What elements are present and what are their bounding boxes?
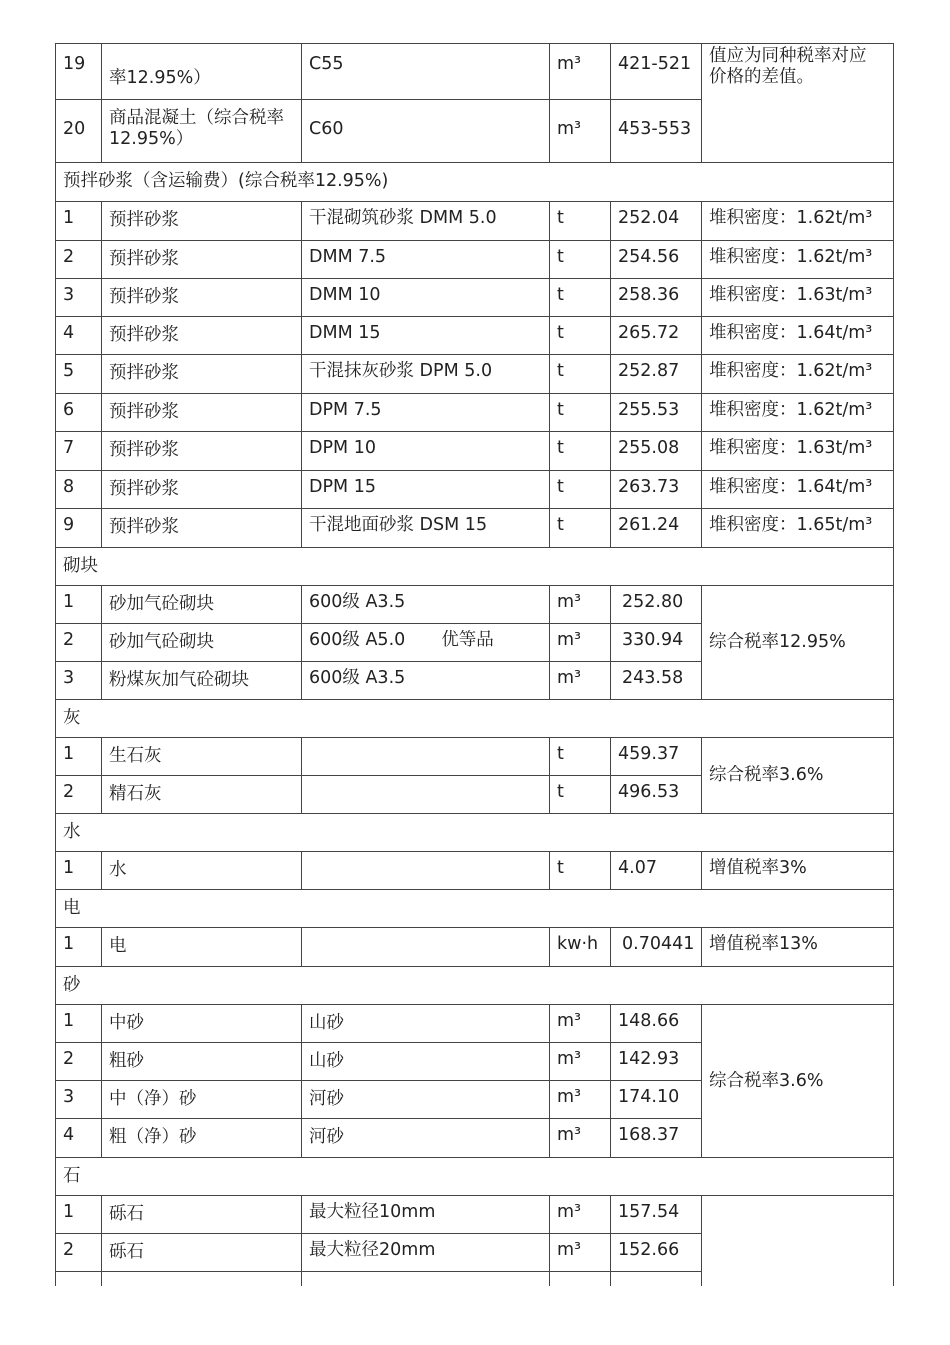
spec-cell: 最大粒径10mm	[302, 1196, 550, 1234]
material-name: 粗（净）砂	[102, 1119, 302, 1158]
section-header-block	[56, 548, 894, 586]
unit-cell: t	[550, 776, 611, 814]
unit-cell: m³	[550, 1081, 611, 1119]
material-name: 砂加气砼砌块	[102, 586, 302, 624]
price-cell: 174.10	[611, 1081, 702, 1119]
note-cell: 堆积密度：1.62t/m³	[702, 355, 894, 394]
unit-cell: t	[550, 509, 611, 548]
unit-cell: t	[550, 355, 611, 394]
note-cell: 综合税率3.6%	[702, 1005, 894, 1158]
note-cell: 增值税率13%	[702, 928, 894, 967]
unit-cell: t	[550, 432, 611, 471]
section-title: 电	[56, 890, 894, 928]
row-number: 9	[56, 509, 102, 548]
price-cell: 255.08	[611, 432, 702, 471]
price-cell: 265.72	[611, 317, 702, 355]
row-number: 3	[56, 662, 102, 700]
material-name: 商品混凝土（综合税率12.95%）	[102, 100, 302, 163]
table-row	[56, 44, 894, 100]
row-number: 1	[56, 1196, 102, 1234]
spec-cell	[302, 852, 550, 890]
price-cell: 459.37	[611, 738, 702, 776]
spec-cell: 干混抹灰砂浆 DPM 5.0	[302, 355, 550, 394]
table-row	[56, 279, 894, 317]
note-cell: 堆积密度：1.63t/m³	[702, 432, 894, 471]
price-cell: 496.53	[611, 776, 702, 814]
material-name: 中（净）砂	[102, 1081, 302, 1119]
price-cell: 252.87	[611, 355, 702, 394]
unit-cell: m³	[550, 44, 611, 100]
price-cell: 258.36	[611, 279, 702, 317]
note-cell: 值应为同种税率对应价格的差值。	[702, 44, 894, 163]
section-title: 灰	[56, 700, 894, 738]
material-name: 粉煤灰加气砼砌块	[102, 662, 302, 700]
price-cell: 421-521	[611, 44, 702, 100]
price-cell: 254.56	[611, 241, 702, 279]
spec-cell	[302, 624, 550, 662]
unit-cell: m³	[550, 1005, 611, 1043]
row-number: 2	[56, 1043, 102, 1081]
price-table	[55, 43, 894, 1286]
spec-cell: DPM 10	[302, 432, 550, 471]
price-cell: 255.53	[611, 394, 702, 432]
unit-cell: m³	[550, 662, 611, 700]
price-table-page	[55, 43, 893, 1288]
row-number: 4	[56, 1119, 102, 1158]
table-row	[56, 928, 894, 967]
material-name: 中砂	[102, 1005, 302, 1043]
section-header-mortar	[56, 163, 894, 202]
unit-cell: t	[550, 241, 611, 279]
section-title: 砂	[56, 967, 894, 1005]
spec-text: 600级 A5.0	[309, 630, 406, 650]
unit-cell: m³	[550, 1119, 611, 1158]
spec-cell	[302, 776, 550, 814]
spec-cell: DPM 7.5	[302, 394, 550, 432]
price-cell: 148.66	[611, 1005, 702, 1043]
material-name: 预拌砂浆	[102, 241, 302, 279]
unit-cell: m³	[550, 1196, 611, 1234]
price-cell: 453-553	[611, 100, 702, 163]
table-row	[56, 509, 894, 548]
material-name: 粗砂	[102, 1043, 302, 1081]
spec-cell: 干混砌筑砂浆 DMM 5.0	[302, 202, 550, 241]
price-cell: 252.80	[611, 586, 702, 624]
row-number: 1	[56, 586, 102, 624]
note-cell: 堆积密度：1.62t/m³	[702, 394, 894, 432]
spec-cell: 最大粒径20mm	[302, 1234, 550, 1272]
row-number: 2	[56, 241, 102, 279]
material-name: 电	[102, 928, 302, 967]
row-number: 1	[56, 202, 102, 241]
unit-cell: m³	[550, 1043, 611, 1081]
price-cell	[611, 1272, 702, 1286]
row-number: 7	[56, 432, 102, 471]
material-name: 预拌砂浆	[102, 471, 302, 509]
material-name: 水	[102, 852, 302, 890]
material-name: 率12.95%）	[102, 44, 302, 100]
section-title: 砌块	[56, 548, 894, 586]
price-cell: 4.07	[611, 852, 702, 890]
note-cell: 堆积密度：1.63t/m³	[702, 279, 894, 317]
spec-cell: C55	[302, 44, 550, 100]
row-number	[56, 1272, 102, 1286]
section-header-lime	[56, 700, 894, 738]
unit-cell: t	[550, 317, 611, 355]
price-cell: 152.66	[611, 1234, 702, 1272]
spec-cell: 山砂	[302, 1005, 550, 1043]
unit-cell: t	[550, 738, 611, 776]
spec-cell: DMM 10	[302, 279, 550, 317]
price-cell: 168.37	[611, 1119, 702, 1158]
spec-cell: 河砂	[302, 1119, 550, 1158]
note-cell: 堆积密度：1.64t/m³	[702, 317, 894, 355]
material-name: 预拌砂浆	[102, 432, 302, 471]
row-number: 6	[56, 394, 102, 432]
unit-cell: m³	[550, 586, 611, 624]
material-name: 砾石	[102, 1234, 302, 1272]
material-name: 预拌砂浆	[102, 509, 302, 548]
price-cell: 243.58	[611, 662, 702, 700]
material-name: 生石灰	[102, 738, 302, 776]
table-row	[56, 202, 894, 241]
spec-cell: 山砂	[302, 1043, 550, 1081]
material-name: 预拌砂浆	[102, 279, 302, 317]
section-title: 石	[56, 1158, 894, 1196]
unit-cell: t	[550, 279, 611, 317]
spec-cell: DPM 15	[302, 471, 550, 509]
material-name: 砂加气砼砌块	[102, 624, 302, 662]
unit-cell: m³	[550, 1234, 611, 1272]
table-row	[56, 241, 894, 279]
row-number: 1	[56, 928, 102, 967]
table-row	[56, 355, 894, 394]
spec-cell: C60	[302, 100, 550, 163]
row-number: 1	[56, 852, 102, 890]
note-cell: 堆积密度：1.62t/m³	[702, 202, 894, 241]
row-number: 5	[56, 355, 102, 394]
unit-cell: m³	[550, 624, 611, 662]
row-number: 3	[56, 1081, 102, 1119]
row-number: 1	[56, 1005, 102, 1043]
row-number: 19	[56, 44, 102, 100]
row-number: 20	[56, 100, 102, 163]
note-cell: 堆积密度：1.64t/m³	[702, 471, 894, 509]
section-header-sand	[56, 967, 894, 1005]
row-number: 2	[56, 776, 102, 814]
unit-cell	[550, 1272, 611, 1286]
table-row	[56, 471, 894, 509]
spec-cell	[302, 1272, 550, 1286]
spec-cell: 河砂	[302, 1081, 550, 1119]
unit-cell: kw·h	[550, 928, 611, 967]
table-row	[56, 852, 894, 890]
spec-cell	[302, 738, 550, 776]
note-cell	[702, 1196, 894, 1286]
material-name: 预拌砂浆	[102, 355, 302, 394]
section-title: 预拌砂浆（含运输费）(综合税率12.95%)	[56, 163, 894, 202]
unit-cell: t	[550, 202, 611, 241]
price-cell: 261.24	[611, 509, 702, 548]
section-header-water	[56, 814, 894, 852]
table-row	[56, 1196, 894, 1234]
section-title: 水	[56, 814, 894, 852]
price-cell: 252.04	[611, 202, 702, 241]
table-row	[56, 1005, 894, 1043]
row-number: 4	[56, 317, 102, 355]
spec-cell	[302, 928, 550, 967]
note-cell: 综合税率3.6%	[702, 738, 894, 814]
row-number: 3	[56, 279, 102, 317]
unit-cell: t	[550, 852, 611, 890]
material-name: 预拌砂浆	[102, 394, 302, 432]
price-cell: 157.54	[611, 1196, 702, 1234]
price-cell: 330.94	[611, 624, 702, 662]
material-name: 预拌砂浆	[102, 317, 302, 355]
table-row	[56, 586, 894, 624]
section-header-power	[56, 890, 894, 928]
price-cell: 0.70441	[611, 928, 702, 967]
price-cell: 263.73	[611, 471, 702, 509]
table-row	[56, 738, 894, 776]
material-name: 砾石	[102, 1196, 302, 1234]
table-row	[56, 432, 894, 471]
section-header-stone	[56, 1158, 894, 1196]
material-name	[102, 1272, 302, 1286]
note-cell: 增值税率3%	[702, 852, 894, 890]
table-row	[56, 394, 894, 432]
unit-cell: t	[550, 471, 611, 509]
grade-text: 优等品	[441, 630, 494, 650]
table-row	[56, 317, 894, 355]
row-number: 2	[56, 1234, 102, 1272]
price-cell: 142.93	[611, 1043, 702, 1081]
note-cell: 堆积密度：1.65t/m³	[702, 509, 894, 548]
material-name: 精石灰	[102, 776, 302, 814]
spec-cell: 600级 A3.5	[302, 586, 550, 624]
spec-cell: 600级 A3.5	[302, 662, 550, 700]
row-number: 2	[56, 624, 102, 662]
note-cell: 综合税率12.95%	[702, 586, 894, 700]
spec-cell: DMM 7.5	[302, 241, 550, 279]
unit-cell: m³	[550, 100, 611, 163]
row-number: 1	[56, 738, 102, 776]
unit-cell: t	[550, 394, 611, 432]
row-number: 8	[56, 471, 102, 509]
spec-cell: DMM 15	[302, 317, 550, 355]
note-cell: 堆积密度：1.62t/m³	[702, 241, 894, 279]
spec-cell: 干混地面砂浆 DSM 15	[302, 509, 550, 548]
material-name: 预拌砂浆	[102, 202, 302, 241]
